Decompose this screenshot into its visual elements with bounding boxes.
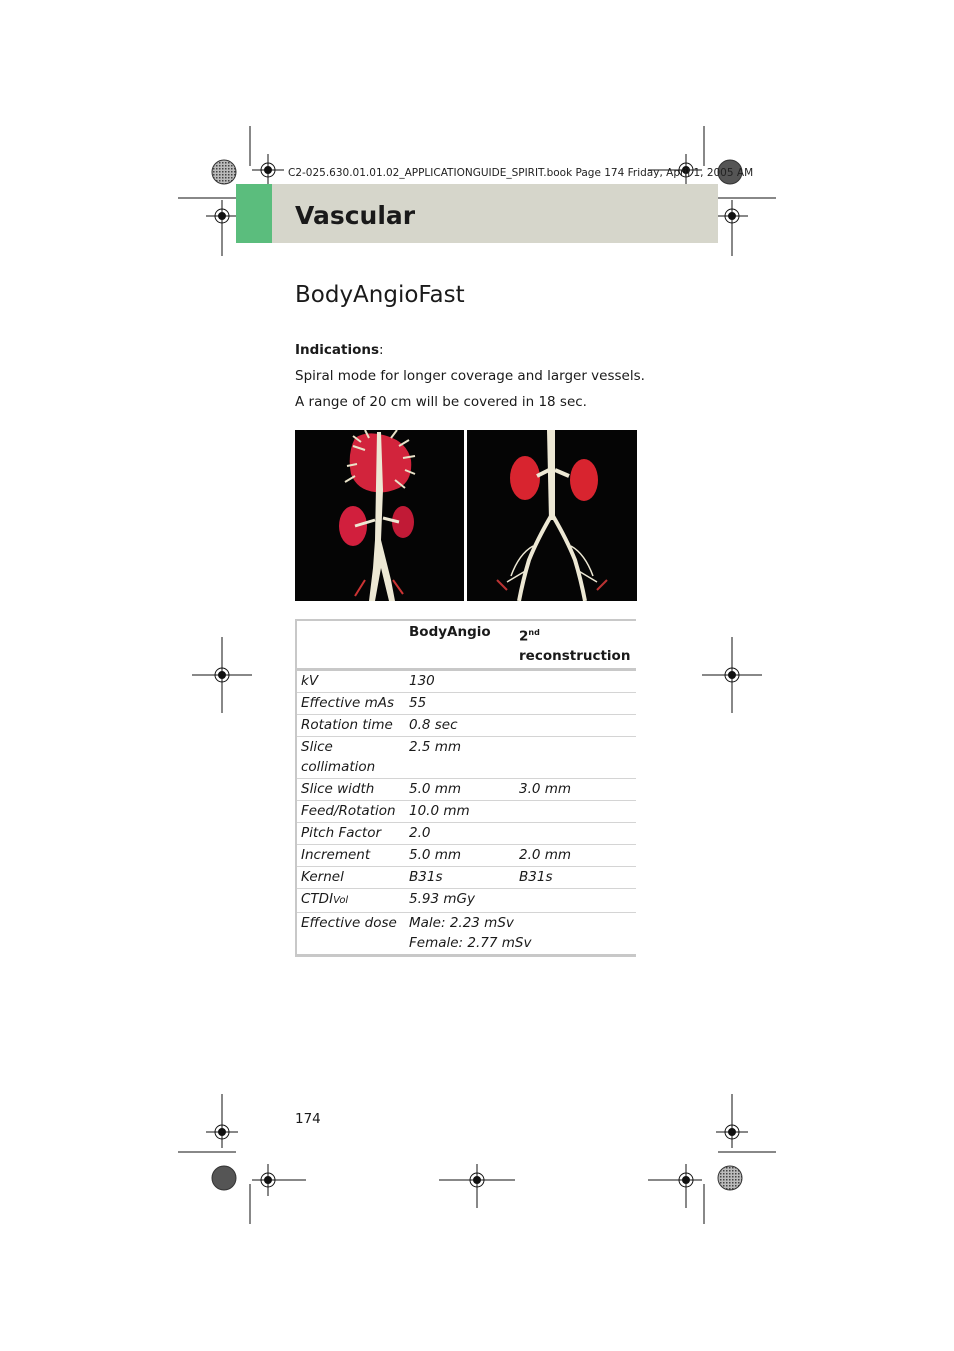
- row-value-dose: [405, 912, 636, 955]
- row-label: Increment: [296, 844, 405, 866]
- table-header-empty: [296, 620, 405, 669]
- row-label: Kernel: [296, 866, 405, 888]
- row-label: Rotation time: [296, 714, 405, 736]
- table-header-bodyangio: BodyAngio: [409, 624, 491, 640]
- angio-image-right: [467, 430, 637, 601]
- row-value-recon: [515, 669, 636, 692]
- row-value-bodyangio: 5.0 mm: [405, 778, 515, 800]
- angio-image-left: [295, 430, 464, 601]
- ctdi-base: CTDI: [301, 890, 334, 907]
- indications-label: Indications: [295, 342, 380, 358]
- ctdi-subscript: Vol: [333, 894, 349, 906]
- table-row-ctdi: [296, 888, 636, 912]
- row-value-recon: [515, 822, 636, 844]
- table-row: [296, 669, 636, 692]
- row-value-recon: [515, 800, 636, 822]
- indications-colon: :: [379, 342, 384, 358]
- table-row-dose: [296, 912, 636, 955]
- page-number: 174: [295, 1111, 321, 1127]
- dose-male: Male: 2.23 mSv: [409, 914, 514, 931]
- section-header-accent: [236, 184, 272, 243]
- row-label: Slice width: [296, 778, 405, 800]
- indications-heading: [295, 342, 384, 358]
- row-value-bodyangio: 0.8 sec: [405, 714, 515, 736]
- row-value-bodyangio: 5.0 mm: [405, 844, 515, 866]
- dose-female: Female: 2.77 mSv: [409, 934, 532, 951]
- table-row: [296, 714, 636, 736]
- row-value-recon: B31s: [515, 866, 636, 888]
- row-value-recon: [515, 714, 636, 736]
- row-value-bodyangio: 55: [405, 692, 515, 714]
- table-row: [296, 866, 636, 888]
- row-value-recon: [515, 736, 636, 778]
- table-row: [296, 736, 636, 778]
- table-row: [296, 800, 636, 822]
- indication-line-2: A range of 20 cm will be covered in 18 sec.: [295, 394, 587, 410]
- table-row: [296, 692, 636, 714]
- row-value-bodyangio: 2.5 mm: [405, 736, 515, 778]
- table-row: [296, 778, 636, 800]
- indication-line-1: Spiral mode for longer coverage and larger vessels.: [295, 368, 645, 384]
- row-label-ctdi: [296, 888, 405, 912]
- page-title: BodyAngioFast: [295, 282, 465, 308]
- row-value-bodyangio: B31s: [405, 866, 515, 888]
- header-ordinal: 2: [519, 628, 529, 645]
- table-row: [296, 822, 636, 844]
- row-label: Slice collimation: [296, 736, 405, 778]
- row-label: kV: [296, 669, 405, 692]
- row-value-bodyangio: 2.0: [405, 822, 515, 844]
- row-label: Pitch Factor: [296, 822, 405, 844]
- table-header-second-recon: [515, 620, 636, 669]
- row-label: Effective dose: [301, 914, 397, 931]
- table-header-row: [296, 620, 636, 669]
- row-label: Effective mAs: [296, 692, 405, 714]
- print-slug: C2-025.630.01.01.02_APPLICATIONGUIDE_SPIRIT.book Page 174 Friday, April 1, 2005 AM: [288, 167, 754, 179]
- row-value-bodyangio: 10.0 mm: [405, 800, 515, 822]
- table-row: [296, 844, 636, 866]
- row-value-bodyangio: 5.93 mGy: [405, 888, 515, 912]
- row-value-recon: 3.0 mm: [515, 778, 636, 800]
- row-value-recon: [515, 692, 636, 714]
- row-value-recon: 2.0 mm: [515, 844, 636, 866]
- header-reconstruction: reconstruction: [519, 647, 631, 664]
- row-label: Feed/Rotation: [296, 800, 405, 822]
- row-value-recon: [515, 888, 636, 912]
- header-ordinal-suffix: nd: [528, 628, 540, 637]
- row-value-bodyangio: 130: [405, 669, 515, 692]
- parameter-table: [295, 619, 636, 957]
- section-title: Vascular: [295, 201, 416, 230]
